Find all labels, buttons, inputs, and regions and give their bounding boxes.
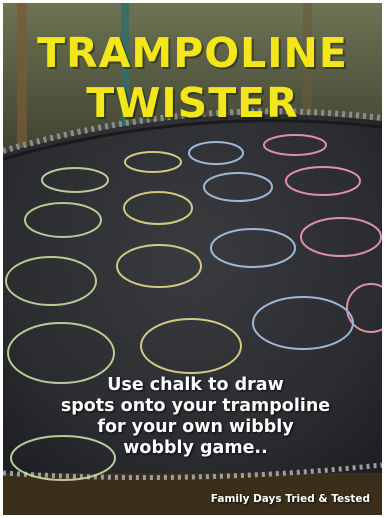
caption-line-1: Use chalk to draw — [107, 375, 284, 395]
title-line-1: TRAMPOLINE — [37, 29, 348, 77]
credit-text: Family Days Tried & Tested — [210, 493, 370, 505]
poster-photo — [3, 3, 382, 515]
caption-line-4: wobbly game.. — [123, 438, 268, 458]
title-line-2: TWISTER — [86, 79, 299, 127]
caption-line-2: spots onto your trampoline — [60, 396, 331, 416]
caption-line-3: for your own wibbly — [97, 417, 294, 437]
caption — [23, 375, 368, 459]
